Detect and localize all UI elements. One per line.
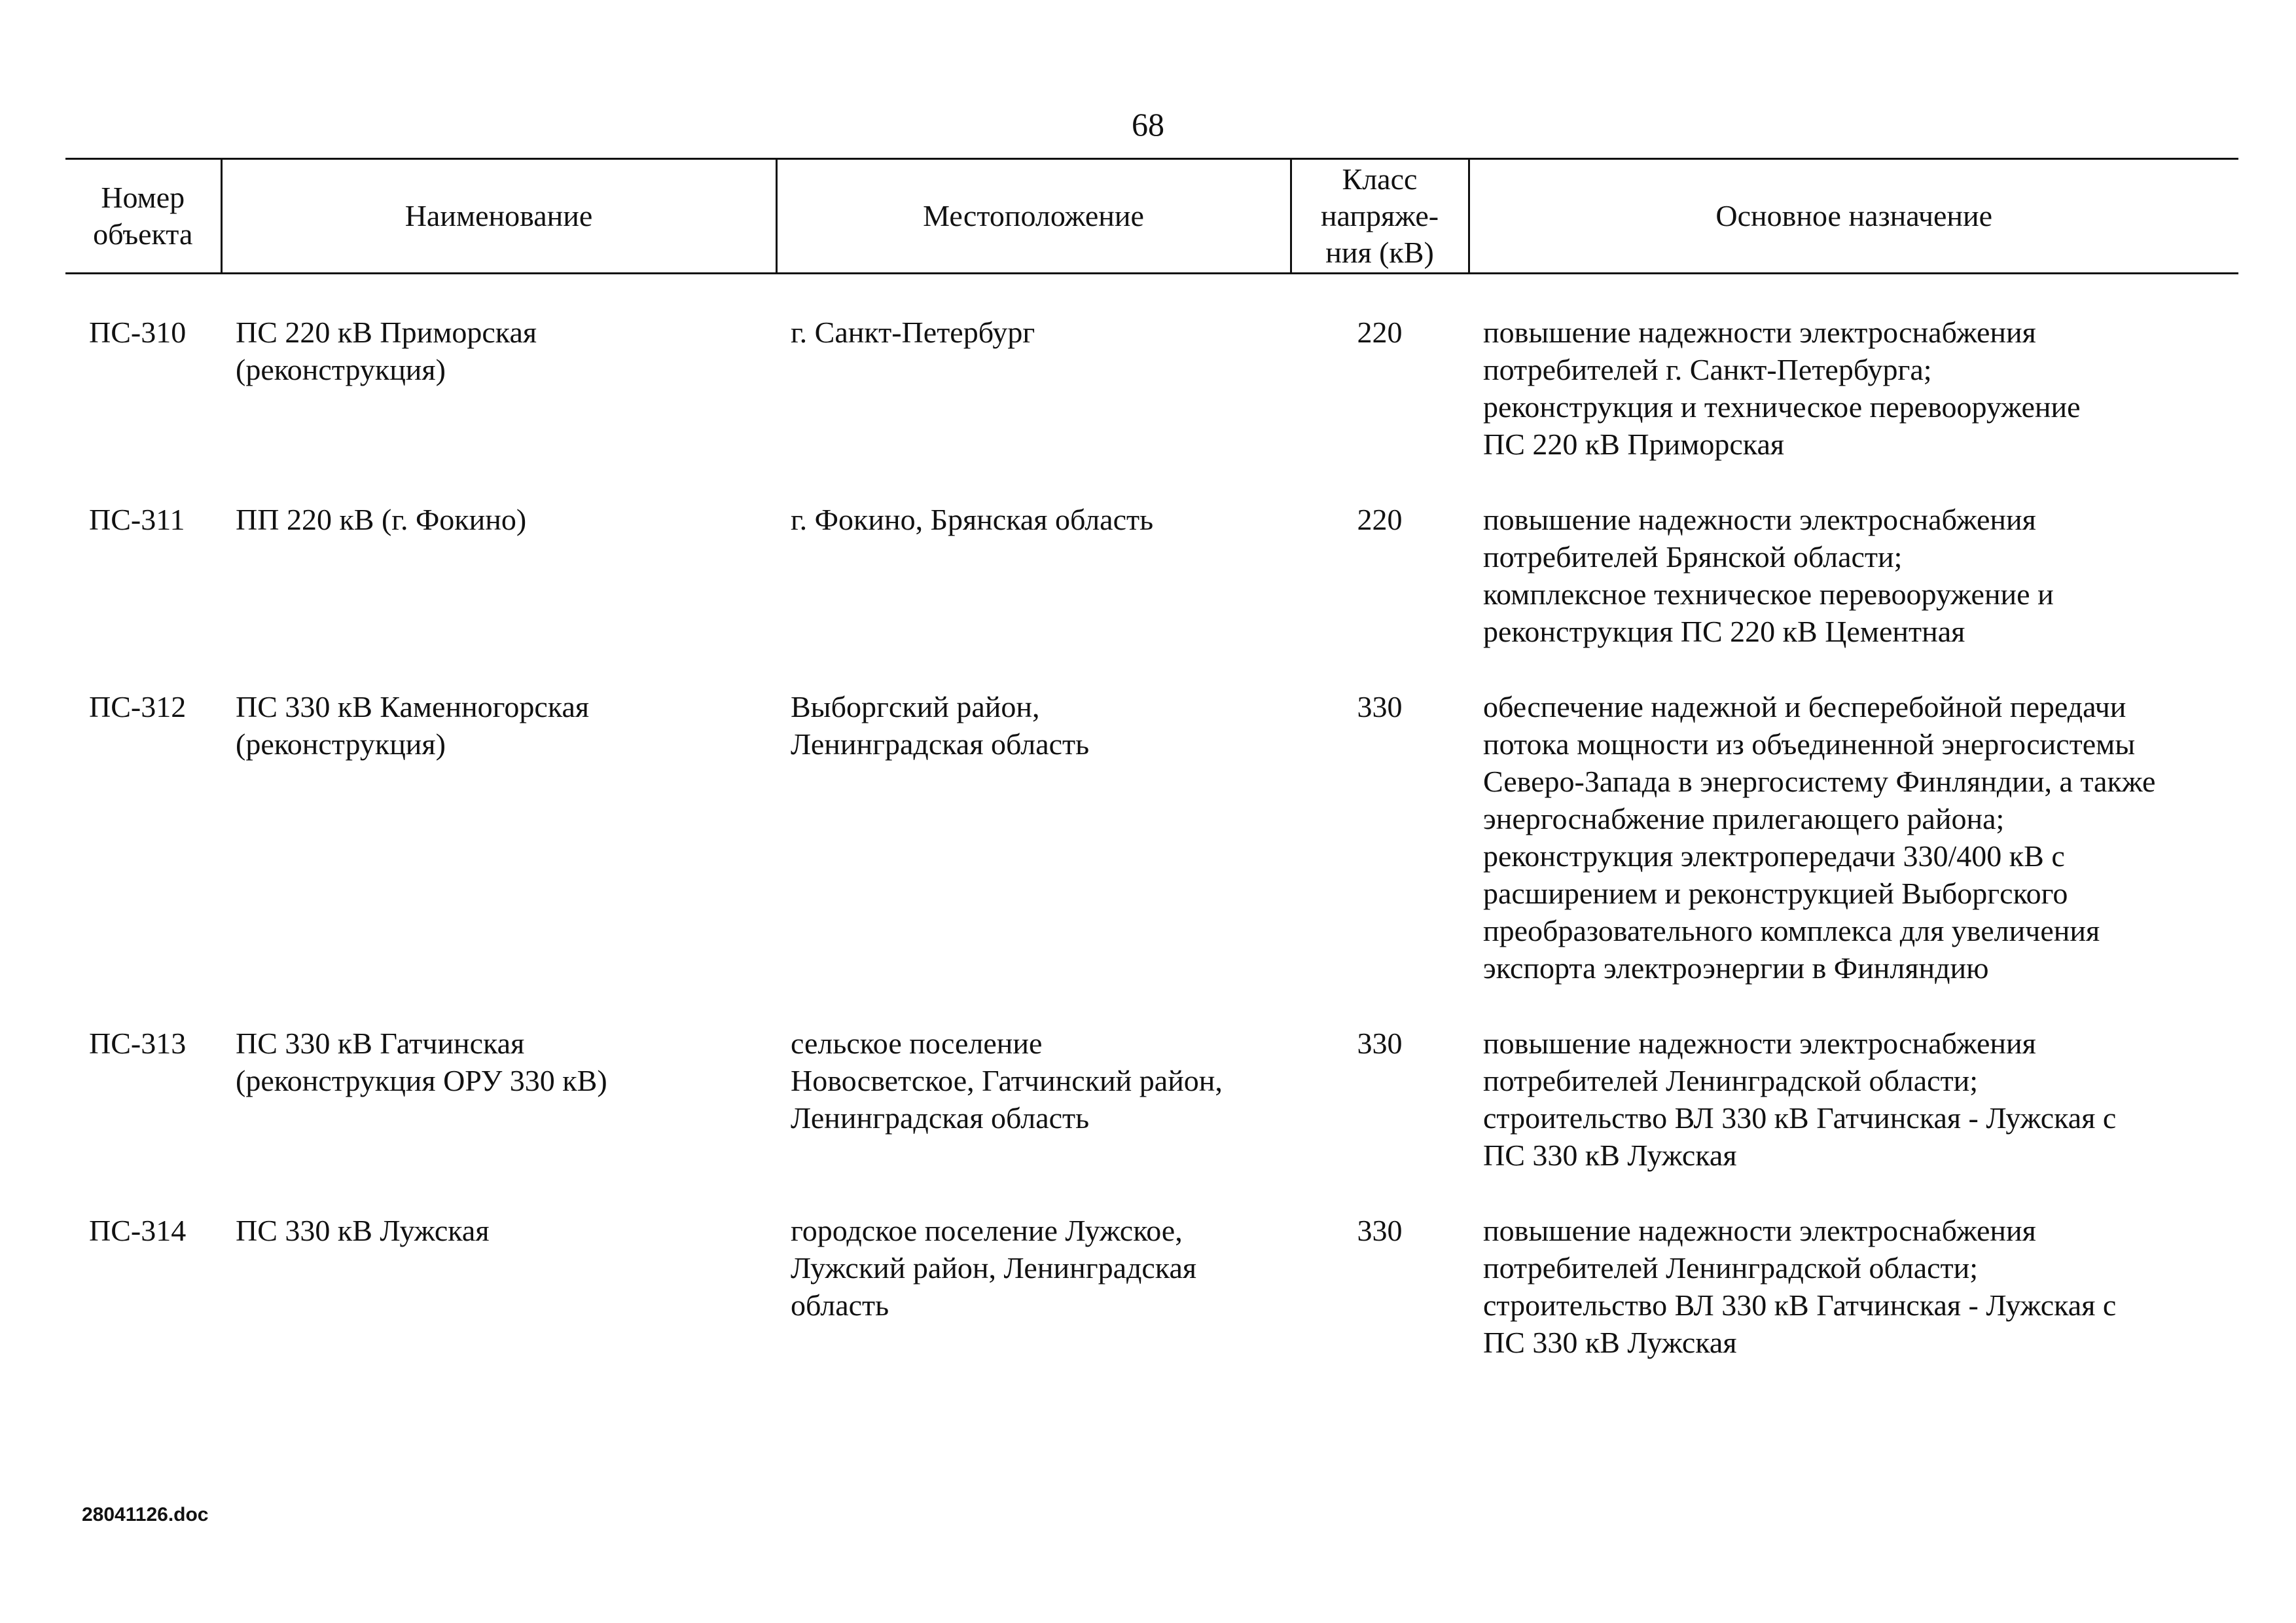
table-row xyxy=(65,1212,2238,1399)
cell-purpose: повышение надежности электроснабжения потребителей Брянской области; комплексное техническое перевооружение и реконструкция ПС 220 кВ Цементная xyxy=(1483,503,2054,648)
cell-purpose: повышение надежности электроснабжения потребителей Ленинградской области; строительство ВЛ 330 кВ Гатчинская - Лужская с ПС 330 кВ Лужская xyxy=(1483,1027,2117,1172)
cell-name: ПП 220 кВ (г. Фокино) xyxy=(236,503,527,536)
header-number: Номер объекта xyxy=(65,159,221,274)
cell-location: г. Санкт-Петербург xyxy=(791,316,1035,349)
table-row xyxy=(65,501,2238,688)
cell-voltage: 330 xyxy=(1357,1027,1403,1060)
cell-purpose: повышение надежности электроснабжения потребителей Ленинградской области; строительство ВЛ 330 кВ Гатчинская - Лужская с ПС 330 кВ Лужская xyxy=(1483,1214,2117,1359)
table-row xyxy=(65,1025,2238,1212)
table-body xyxy=(65,274,2238,1400)
header-row xyxy=(65,159,2238,274)
header-location: Местоположение xyxy=(776,159,1291,274)
cell-location: г. Фокино, Брянская область xyxy=(791,503,1154,536)
header-purpose: Основное назначение xyxy=(1469,159,2238,274)
cell-name: ПС 330 кВ Каменногорская (реконструкция) xyxy=(236,690,590,761)
cell-voltage: 220 xyxy=(1357,503,1403,536)
cell-number: ПС-312 xyxy=(89,690,187,723)
header-voltage: Класс напряже- ния (кВ) xyxy=(1291,159,1469,274)
cell-name: ПС 330 кВ Гатчинская (реконструкция ОРУ 330 кВ) xyxy=(236,1027,607,1097)
table-row xyxy=(65,274,2238,501)
cell-purpose: обеспечение надежной и бесперебойной передачи потока мощности из объединенной энергосистемы Северо-Запада в энергосистему Финляндии, а также энергоснабжение прилегающего района; реконструкция электропередачи 330/400 кВ с расширением и реконструкцией Выборгского преобразовательного комплекса для увеличения экспорта электроэнергии в Финляндию xyxy=(1483,690,2156,985)
table-row xyxy=(65,688,2238,1025)
cell-location: сельское поселение Новосветское, Гатчинский район, Ленинградская область xyxy=(791,1027,1223,1135)
footer-filename: 28041126.doc xyxy=(82,1504,209,1525)
cell-number: ПС-310 xyxy=(89,316,187,349)
cell-purpose: повышение надежности электроснабжения потребителей г. Санкт-Петербурга; реконструкция и техническое перевооружение ПС 220 кВ Приморская xyxy=(1483,316,2081,461)
cell-name: ПС 330 кВ Лужская xyxy=(236,1214,490,1247)
cell-voltage: 330 xyxy=(1357,690,1403,723)
cell-location: Выборгский район, Ленинградская область xyxy=(791,690,1090,761)
cell-location: городское поселение Лужское, Лужский район, Ленинградская область xyxy=(791,1214,1197,1322)
cell-name: ПС 220 кВ Приморская (реконструкция) xyxy=(236,316,537,386)
cell-number: ПС-313 xyxy=(89,1027,187,1060)
cell-number: ПС-314 xyxy=(89,1214,187,1247)
header-name: Наименование xyxy=(221,159,776,274)
page-number: 68 xyxy=(1132,106,1164,143)
objects-table xyxy=(65,158,2238,1399)
cell-number: ПС-311 xyxy=(89,503,185,536)
cell-voltage: 220 xyxy=(1357,316,1403,349)
cell-voltage: 330 xyxy=(1357,1214,1403,1247)
table-header xyxy=(65,159,2238,274)
